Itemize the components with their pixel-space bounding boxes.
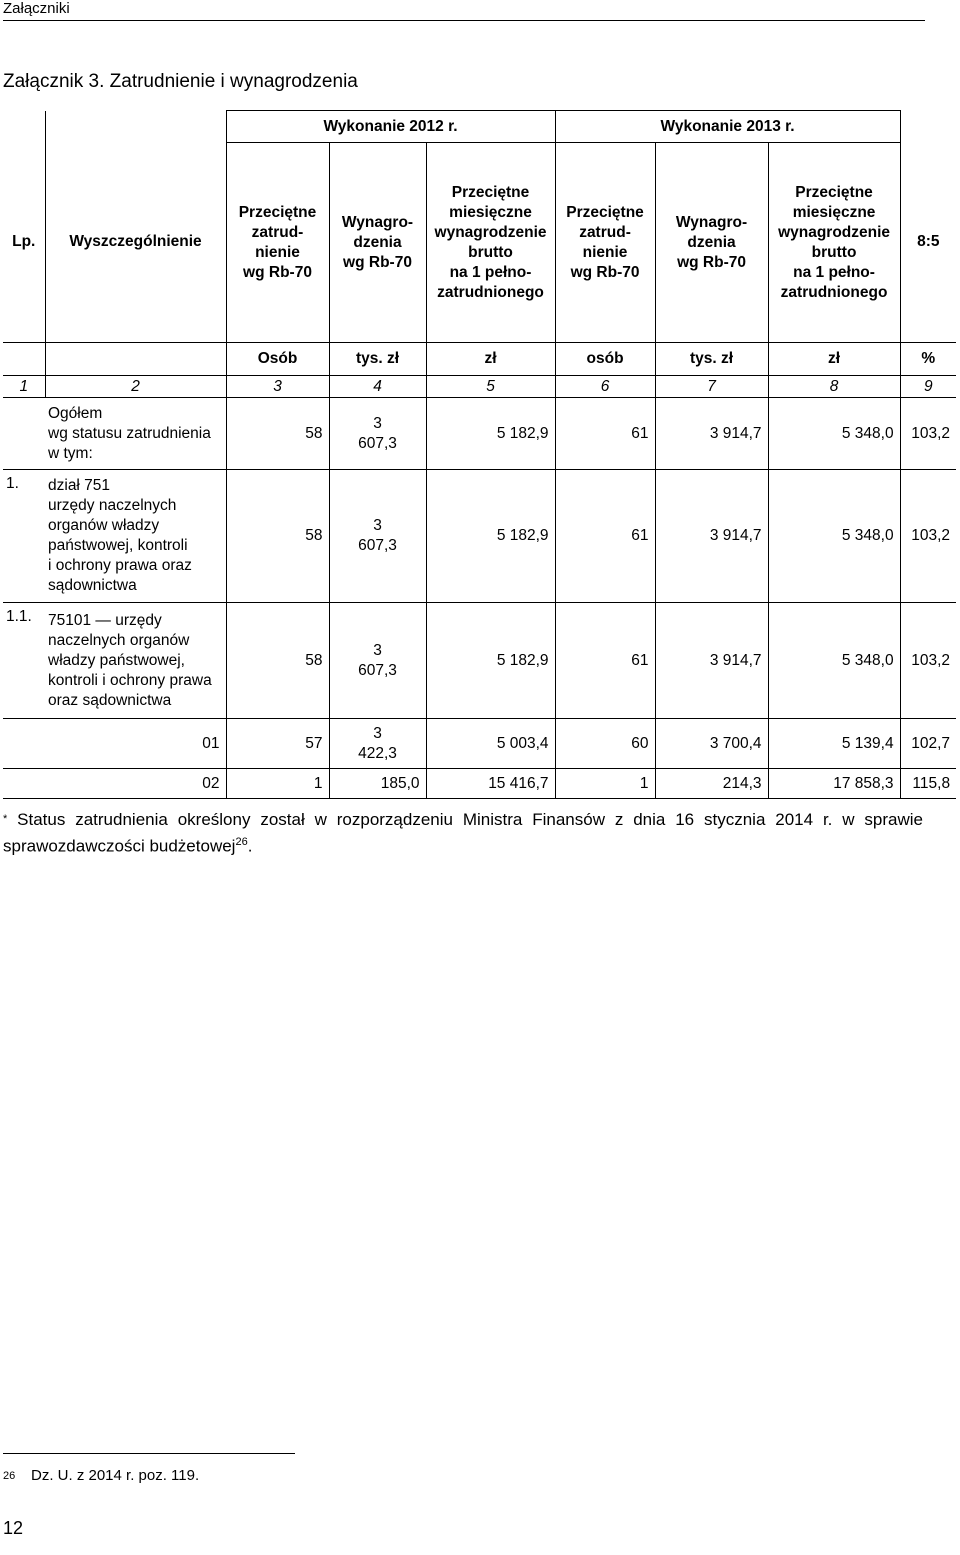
cell-wages-2013: 3 914,7	[655, 398, 768, 470]
cell-ratio: 102,7	[900, 719, 956, 769]
cell-ratio: 115,8	[900, 769, 956, 799]
cell-wages-2013: 3 914,7	[655, 603, 768, 719]
cell-wages-2013: 214,3	[655, 769, 768, 799]
cell-wages-2013: 3 700,4	[655, 719, 768, 769]
cell-wages-2012: 3 607,3	[329, 398, 426, 470]
header-wynagrodzenia-2012: Wynagro- dzenia wg Rb-70	[329, 143, 426, 343]
table-row-status-02	[3, 769, 956, 799]
row-status-code: 02	[45, 769, 226, 799]
col-number: 2	[45, 376, 226, 398]
cell-employment-2013: 1	[555, 769, 655, 799]
row-description: 75101 — urzędy naczelnych organów władzy państwowej, kontroli i ochrony prawa oraz sądownictwa	[45, 603, 226, 719]
footnote-26	[3, 1466, 199, 1486]
footnote-26-text: Dz. U. z 2014 r. poz. 119.	[31, 1467, 200, 1484]
header-wykonanie-2013: Wykonanie 2013 r.	[555, 111, 900, 143]
col-number: 3	[226, 376, 329, 398]
annex-title: Załącznik 3. Zatrudnienie i wynagrodzenia	[3, 71, 358, 92]
col-number: 4	[329, 376, 426, 398]
row-lp	[3, 398, 45, 470]
page-number: 12	[3, 1518, 24, 1538]
units-row	[3, 343, 956, 376]
cell-employment-2012: 58	[226, 398, 329, 470]
cell-wages-2012: 3 607,3	[329, 470, 426, 603]
header-lp: Lp.	[3, 143, 45, 343]
cell-employment-2013: 60	[555, 719, 655, 769]
cell-avg-wage-2013: 5 348,0	[768, 470, 900, 603]
cell-avg-wage-2012: 5 182,9	[426, 470, 555, 603]
unit-osob: Osób	[226, 343, 329, 376]
cell-wages-2012: 3 422,3	[329, 719, 426, 769]
cell-avg-wage-2012: 5 182,9	[426, 398, 555, 470]
unit-osob: osób	[555, 343, 655, 376]
col-number: 6	[555, 376, 655, 398]
cell-employment-2013: 61	[555, 398, 655, 470]
cell-ratio: 103,2	[900, 398, 956, 470]
header-wykonanie-2012: Wykonanie 2012 r.	[226, 111, 555, 143]
cell-avg-wage-2013: 5 139,4	[768, 719, 900, 769]
header-wynagrodzenia-2013: Wynagro- dzenia wg Rb-70	[655, 143, 768, 343]
col-number: 8	[768, 376, 900, 398]
row-description: dział 751 urzędy naczelnych organów władzy państwowej, kontroli i ochrony prawa oraz sądownictwa	[45, 470, 226, 603]
cell-ratio: 103,2	[900, 470, 956, 603]
cell-employment-2012: 57	[226, 719, 329, 769]
col-number: 1	[3, 376, 45, 398]
unit-percent: %	[900, 343, 956, 376]
header-zatrudnienie-2012: Przeciętne zatrud- nienie wg Rb-70	[226, 143, 329, 343]
row-lp	[3, 769, 45, 799]
col-number: 5	[426, 376, 555, 398]
row-description: Ogółem wg statusu zatrudnienia w tym:	[45, 398, 226, 470]
unit-tys-zl: tys. zł	[329, 343, 426, 376]
column-header-row	[3, 143, 956, 343]
cell-ratio: 103,2	[900, 603, 956, 719]
table-row-status-01	[3, 719, 956, 769]
header-przecietne-wynagrodzenie-2013: Przeciętne miesięczne wynagrodzenie brutto na 1 pełno- zatrudnionego	[768, 143, 900, 343]
footnote-mark: *	[3, 813, 8, 825]
cell-avg-wage-2012: 5 182,9	[426, 603, 555, 719]
table-row-dzial-751	[3, 470, 956, 603]
row-lp	[3, 719, 45, 769]
unit-tys-zl: tys. zł	[655, 343, 768, 376]
footnote-ref[interactable]: 26	[235, 836, 248, 848]
year-header-row	[3, 111, 956, 143]
header-ratio: 8:5	[900, 143, 956, 343]
footnote-divider	[3, 1453, 295, 1454]
table-row-ogolem	[3, 398, 956, 470]
cell-employment-2012: 1	[226, 769, 329, 799]
header-przecietne-wynagrodzenie-2012: Przeciętne miesięczne wynagrodzenie brutto na 1 pełno- zatrudnionego	[426, 143, 555, 343]
header-zatrudnienie-2013: Przeciętne zatrud- nienie wg Rb-70	[555, 143, 655, 343]
cell-avg-wage-2012: 5 003,4	[426, 719, 555, 769]
cell-employment-2013: 61	[555, 603, 655, 719]
column-numbers-row	[3, 376, 956, 398]
cell-wages-2012: 185,0	[329, 769, 426, 799]
footnote-text: Status zatrudnienia określony został w rozporządzeniu Ministra Finansów z dnia 16 stycznia 2014 r. w sprawie sprawozdawczości budżetowej	[3, 810, 923, 856]
cell-wages-2012: 3 607,3	[329, 603, 426, 719]
running-header: Załączniki	[3, 0, 925, 21]
table-row-75101	[3, 603, 956, 719]
header-wyszczegolnienie: Wyszczególnienie	[45, 143, 226, 343]
cell-avg-wage-2012: 15 416,7	[426, 769, 555, 799]
unit-zl: zł	[768, 343, 900, 376]
cell-wages-2013: 3 914,7	[655, 470, 768, 603]
row-lp: 1.	[3, 470, 45, 603]
row-lp: 1.1.	[3, 603, 45, 719]
cell-avg-wage-2013: 5 348,0	[768, 603, 900, 719]
footnote-end: .	[247, 836, 253, 856]
status-footnote	[3, 808, 923, 858]
cell-employment-2012: 58	[226, 470, 329, 603]
footnote-26-number: 26	[3, 1470, 16, 1482]
cell-avg-wage-2013: 5 348,0	[768, 398, 900, 470]
cell-avg-wage-2013: 17 858,3	[768, 769, 900, 799]
row-status-code: 01	[45, 719, 226, 769]
unit-zl: zł	[426, 343, 555, 376]
cell-employment-2012: 58	[226, 603, 329, 719]
col-number: 7	[655, 376, 768, 398]
employment-table	[3, 110, 956, 799]
cell-employment-2013: 61	[555, 470, 655, 603]
col-number: 9	[900, 376, 956, 398]
